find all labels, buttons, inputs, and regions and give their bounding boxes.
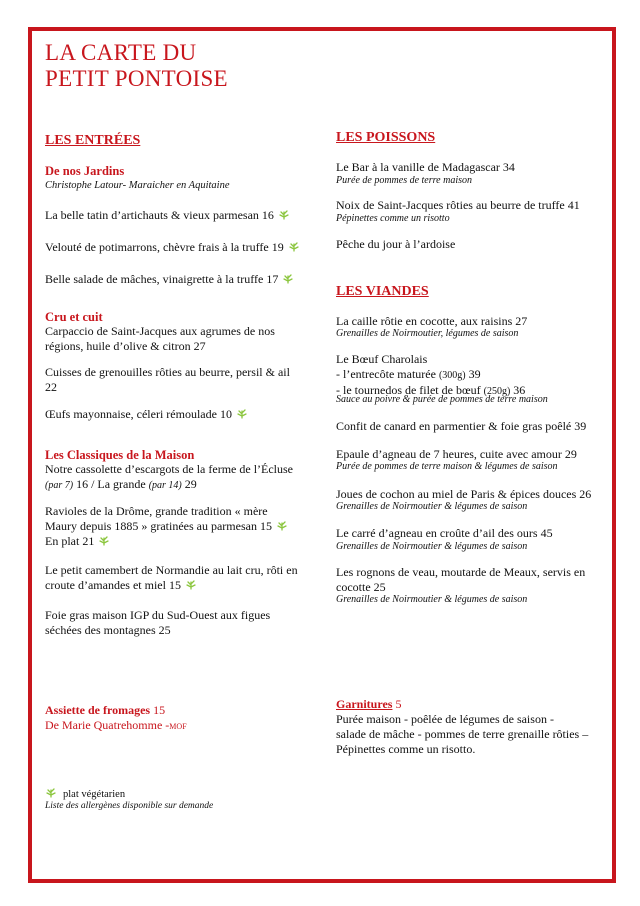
item-line: Ravioles de la Drôme, grande tradition « mère [45,504,268,518]
jardins-credit: Christophe Latour- Maraicher en Aquitaine [45,180,230,191]
title-line-1: LA CARTE DU [45,40,197,65]
item-line [45,477,293,493]
menu-item-salade [45,272,294,287]
classiques-title: Les Classiques de la Maison [45,448,195,462]
menu-item-epaule-sub: Purée de pommes de terre maison & légumes de saison [336,461,558,472]
item-line: Le petit camembert de Normandie au lait cru, rôti en [45,563,298,577]
garnitures-line-3: Pépinettes comme un risotto. [336,742,476,756]
option-price: 36 [513,383,526,397]
menu-item-oeufs [45,407,248,422]
garnitures-title: Garnitures [336,697,393,711]
item-line: Cuisses de grenouilles rôties au beurre, persil & ail [45,365,290,379]
item-text: Œufs mayonnaise, céleri rémoulade 10 [45,407,232,421]
menu-item-ravioles [45,504,288,549]
leaf-icon [45,786,57,798]
item-text: La belle tatin d’artichauts & vieux parmesan 16 [45,208,274,222]
jardins-title: De nos Jardins [45,164,125,178]
menu-item-camembert [45,563,298,593]
item-line: régions, huile d’olive & citron 27 [45,339,206,353]
fromages-title: Assiette de fromages [45,703,151,717]
item-text: Belle salade de mâches, vinaigrette à la truffe 17 [45,272,279,286]
entrees-heading: LES ENTRÉES [45,133,141,148]
garnitures-line-1: Purée maison - poêlée de légumes de saison - [336,712,554,726]
leaf-icon [185,578,197,590]
garnitures-price: 5 [395,697,402,711]
menu-item-joues-sub: Grenailles de Noirmoutier & légumes de saison [336,501,528,512]
menu-item-boeuf-sub: Sauce au poivre & purée de pommes de terre maison [336,394,548,405]
item-text: En plat 21 [45,534,95,548]
leaf-icon [98,534,110,546]
menu-item-carre: Le carré d’agneau en croûte d’ail des ours 45 [336,526,553,540]
item-line: Foie gras maison IGP du Sud-Ouest aux figues [45,608,271,622]
menu-item-noix: Noix de Saint-Jacques rôties au beurre de truffe 41 [336,198,580,212]
option-weight: (300g) [438,370,466,381]
item-line [45,519,288,534]
menu-item-carpaccio [45,324,275,354]
legend-veg-label: plat végétarien [63,789,126,800]
leaf-icon [282,272,294,284]
menu-item-confit: Confit de canard en parmentier & foie gras poêlé 39 [336,419,587,433]
cru-title: Cru et cuit [45,310,103,324]
menu-item-veloute [45,240,300,255]
menu-item-epaule: Epaule d’agneau de 7 heures, cuite avec amour 29 [336,447,577,461]
fromages-line [45,703,187,718]
item-text: Maury depuis 1885 » gratinées au parmesan 15 [45,519,272,533]
menu-item-peche: Pêche du jour à l’ardoise [336,237,456,251]
menu-item-bar: Le Bar à la vanille de Madagascar 34 [336,160,515,174]
option-weight: (250g) [483,386,511,397]
menu-item-escargots [45,462,293,493]
menu-item-carre-sub: Grenailles de Noirmoutier & légumes de saison [336,541,528,552]
fromages-sub [45,718,187,734]
item-text: Velouté de potimarrons, chèvre frais à la truffe 19 [45,240,284,254]
menu-item-caille: La caille rôtie en cocotte, aux raisins 27 [336,314,528,328]
menu-title [45,40,228,92]
menu-item-rognons [336,565,585,595]
option-price: 39 [468,367,481,381]
leaf-icon [278,208,290,220]
menu-item-boeuf [336,352,525,399]
menu-item-noix-sub: Pépinettes comme un risotto [336,213,450,224]
menu-item-grenouilles [45,365,290,395]
fromages-block [45,703,187,734]
leaf-icon [288,240,300,252]
escargots-mid: 16 / La grande [76,477,146,491]
garnitures-line-2: salade de mâche - pommes de terre grenaille rôties – [336,727,589,741]
option-label: - le tournedos de filet de bœuf [336,383,481,397]
menu-item-joues: Joues de cochon au miel de Paris & épices douces 26 [336,487,592,501]
item-line: 22 [45,380,57,394]
portion-7: (par 7) [45,480,74,491]
menu-item-bar-sub: Purée de pommes de terre maison [336,175,472,186]
poissons-heading: LES POISSONS [336,130,436,145]
item-text: croute d’amandes et miel 15 [45,578,181,592]
menu-item-foie-gras [45,608,270,638]
item-line: cocotte 25 [336,580,386,594]
title-line-2: PETIT PONTOISE [45,66,228,91]
item-line: Les rognons de veau, moutarde de Meaux, servis en [336,565,586,579]
portion-14: (par 14) [148,480,182,491]
item-line: séchées des montagnes 25 [45,623,171,637]
garnitures-block [336,697,588,757]
menu-item-rognons-sub: Grenailles de Noirmoutier & légumes de saison [336,594,528,605]
leaf-icon [236,407,248,419]
fromages-price: 15 [153,703,166,717]
option-label: - l’entrecôte maturée [336,367,436,381]
escargots-price: 29 [184,477,197,491]
item-line [45,578,298,593]
item-line [45,534,288,549]
mof-badge: MOF [169,722,187,731]
leaf-icon [276,519,288,531]
garnitures-line [336,697,588,712]
boeuf-option-entrecote [336,367,525,383]
menu-item-tatin [45,208,290,223]
fromages-producer: De Marie Quatrehomme - [45,718,170,732]
menu-item-caille-sub: Grenailles de Noirmoutier, légumes de saison [336,328,519,339]
boeuf-title: Le Bœuf Charolais [336,352,428,366]
viandes-heading: LES VIANDES [336,284,429,299]
item-line: Notre cassolette d’escargots de la ferme de l’Écluse [45,462,294,476]
legend-allergens: Liste des allergènes disponible sur demande [45,801,214,811]
item-line: Carpaccio de Saint-Jacques aux agrumes de nos [45,324,275,338]
